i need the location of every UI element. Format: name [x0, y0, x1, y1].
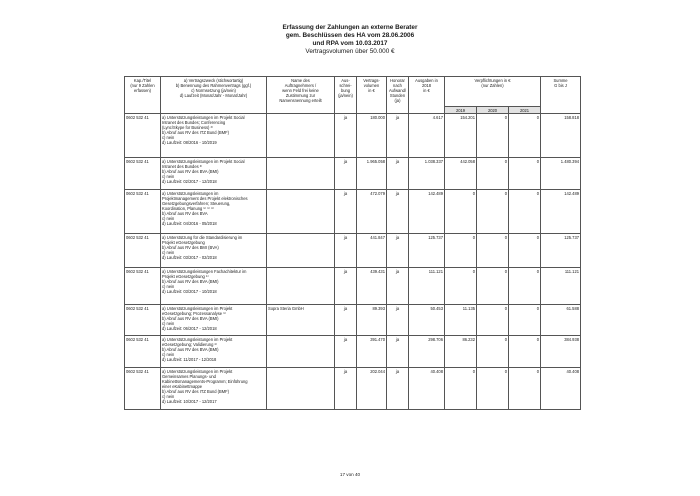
cell-verpflichtung-2019: 0: [445, 234, 477, 268]
zweck-line: a) Unterstützung für die Standardisierung im: [162, 234, 243, 240]
zweck-line: a) Unterstützungsleistungen im Projekt: [162, 305, 233, 311]
zweck-line: b) Abruf aus RV des ITZ Bund (BMF): [162, 129, 230, 135]
cell-kap-titel: 0602 532 41: [125, 368, 161, 410]
header-summe: Summe G bis J: [541, 77, 581, 114]
cell-verpflichtung-2020: 0: [477, 268, 509, 305]
cell-auftragnehmer: [267, 368, 335, 410]
cell-verpflichtung-2021: 0: [509, 114, 541, 158]
zweck-line: eGesetzgebung; Validierung ⁶⁾: [162, 341, 218, 347]
cell-ausschreibung: ja: [335, 368, 357, 410]
zweck-line: a) Unterstützungsleistungen im Projekt: [162, 336, 233, 342]
cell-verpflichtung-2021: 0: [509, 190, 541, 234]
cell-kap-titel: 0602 532 41: [125, 114, 161, 158]
table-row: [125, 368, 581, 410]
cell-vertragsvolumen: 202.044: [357, 368, 387, 410]
zweck-line: Koordination, Planung ⁵⁾ ⁶⁾ ⁸⁾: [162, 205, 214, 211]
zweck-line: b) Abruf aus RV des ITZ Bund (BMF): [162, 388, 230, 394]
header-auftragnehmer: Name des Auftragnehmers / wenn Feld frei keine Zustimmung zur Namensnennung erteilt: [267, 77, 335, 114]
cell-summe: 111.121: [541, 268, 581, 305]
cell-ausgaben-2018: 125.737: [409, 234, 445, 268]
cell-vertragszweck: [161, 234, 267, 268]
zweck-line: b) Abruf aus RV des BVA (BMI): [162, 315, 219, 321]
cell-vertragszweck: [161, 190, 267, 234]
header-honorar: Honorar nach Aufwand/ Stunden (ja): [387, 77, 409, 114]
cell-kap-titel: 0602 532 41: [125, 305, 161, 336]
cell-verpflichtung-2020: 0: [477, 368, 509, 410]
cell-honorar: ja: [387, 234, 409, 268]
zweck-line: Projektmanagement des Projekt elektronisches: [162, 195, 248, 201]
cell-vertragsvolumen: 180.000: [357, 114, 387, 158]
cell-ausgaben-2018: 1.038.337: [409, 158, 445, 190]
zweck-line: Kabinettsmanagements-Programm; Einführung: [162, 378, 248, 384]
table-row: [125, 268, 581, 305]
zweck-line: Projekt eGesetzgebung ⁵⁾: [162, 273, 209, 279]
cell-vertragszweck: [161, 114, 267, 158]
cell-vertragsvolumen: 1.965.058: [357, 158, 387, 190]
zweck-line: b) Abruf aus RV des BVA (BMI): [162, 346, 219, 352]
cell-verpflichtung-2021: 0: [509, 336, 541, 368]
zweck-line: Gesetzgebungsverfahren; Steuerung,: [162, 200, 231, 206]
cell-vertragszweck: [161, 336, 267, 368]
zweck-line: b) Abruf aus RV des BVA (BMI): [162, 278, 219, 284]
cell-verpflichtung-2019: 0: [445, 368, 477, 410]
header-year-2021: 2021: [509, 107, 541, 114]
cell-verpflichtung-2020: 0: [477, 234, 509, 268]
cell-verpflichtung-2021: 0: [509, 268, 541, 305]
cell-verpflichtung-2019: 442.058: [445, 158, 477, 190]
title-line-4: Vertragsvolumen über 50.000 €: [305, 48, 395, 55]
cell-vertragsvolumen: 391.470: [357, 336, 387, 368]
zweck-line: Projekt eGesetzgebung: [162, 239, 205, 245]
cell-ausschreibung: ja: [335, 234, 357, 268]
cell-ausschreibung: ja: [335, 268, 357, 305]
cell-ausgaben-2018: 40.408: [409, 368, 445, 410]
cell-auftragnehmer: [267, 190, 335, 234]
zweck-line: a) Unterstützungsleistungen im Projekt: [162, 368, 233, 374]
cell-ausschreibung: ja: [335, 305, 357, 336]
zweck-line: einer eKabinettmappe: [162, 383, 203, 389]
header-kap-titel: Kap./Titel (nur 9 Zahlen erfassen): [125, 77, 161, 114]
cell-ausschreibung: ja: [335, 336, 357, 368]
header-ausgaben: Ausgaben in 2018 in €: [409, 77, 445, 114]
cell-auftragnehmer: [267, 114, 335, 158]
title-line-3: und RPA vom 10.03.2017: [312, 40, 388, 47]
cell-vertragsvolumen: 472.079: [357, 190, 387, 234]
cell-kap-titel: 0602 532 41: [125, 234, 161, 268]
zweck-line: d) Laufzeit: 02/2017 - 12/2018: [162, 178, 217, 184]
cell-kap-titel: 0602 532 41: [125, 190, 161, 234]
header-verpflichtungen: Verpflichtungen in € (nur Zahlen): [445, 77, 541, 107]
zweck-line: c) nein: [162, 249, 175, 255]
document-title: [0, 24, 700, 56]
cell-honorar: ja: [387, 158, 409, 190]
cell-verpflichtung-2020: 0: [477, 336, 509, 368]
header-vertragszweck: a) Vertragszweck (stichwortartig) b) Benennung des Rahmenvertrags (ggf.) c) Normsetzung (ja/nein) d) Laufzeit (Monat/Jahr - Monat/Jahr): [161, 77, 267, 114]
zweck-line: d) Laufzeit: 04/2016 - 05/2018: [162, 220, 217, 226]
zweck-line: c) nein: [162, 134, 175, 140]
cell-verpflichtung-2019: 0: [445, 268, 477, 305]
zweck-line: d) Laufzeit: 10/2017 - 12/2017: [162, 398, 217, 404]
cell-verpflichtung-2020: 0: [477, 158, 509, 190]
cell-summe: 158.818: [541, 114, 581, 158]
cell-kap-titel: 0602 532 41: [125, 158, 161, 190]
cell-ausschreibung: ja: [335, 158, 357, 190]
cell-honorar: ja: [387, 268, 409, 305]
zweck-line: (Lync/Skype for Business) ³⁾: [162, 124, 213, 130]
cell-vertragsvolumen: 89.393: [357, 305, 387, 336]
title-line-1: Erfassung der Zahlungen an externe Berater: [282, 24, 418, 31]
zweck-line: eGesetzgebung; Prozessanalyse ⁶⁾: [162, 310, 226, 316]
cell-verpflichtung-2019: 0: [445, 190, 477, 234]
cell-auftragnehmer: [267, 268, 335, 305]
table-row: [125, 190, 581, 234]
cell-vertragszweck: [161, 305, 267, 336]
cell-verpflichtung-2019: 11.135: [445, 305, 477, 336]
header-year-2020: 2020: [477, 107, 509, 114]
cell-summe: 125.737: [541, 234, 581, 268]
cell-vertragszweck: [161, 158, 267, 190]
zweck-line: c) nein: [162, 283, 175, 289]
cell-vertragszweck: [161, 368, 267, 410]
zweck-line: d) Laufzeit: 03/2017 - 02/2018: [162, 254, 217, 260]
cell-verpflichtung-2020: 0: [477, 190, 509, 234]
cell-summe: 384.938: [541, 336, 581, 368]
cell-honorar: ja: [387, 368, 409, 410]
cell-verpflichtung-2021: 0: [509, 158, 541, 190]
cell-ausgaben-2018: 142.489: [409, 190, 445, 234]
zweck-line: d) Laufzeit: 11/2017 - 12/2018: [162, 356, 217, 362]
cell-honorar: ja: [387, 114, 409, 158]
zweck-line: d) Laufzeit: 08/2016 - 10/2019: [162, 139, 217, 145]
cell-auftragnehmer: [267, 234, 335, 268]
cell-verpflichtung-2021: 0: [509, 368, 541, 410]
title-line-2: gem. Beschlüssen des HA vom 28.06.2006: [285, 32, 415, 39]
zweck-line: a) Unterstützungsleistungen im: [162, 190, 219, 196]
cell-honorar: ja: [387, 336, 409, 368]
zweck-line: Gemeinsames Planungs- und: [162, 373, 216, 379]
cell-kap-titel: 0602 532 41: [125, 336, 161, 368]
zweck-line: d) Laufzeit: 03/2017 - 10/2018: [162, 288, 217, 294]
cell-vertragsvolumen: 439.431: [357, 268, 387, 305]
table-row: [125, 305, 581, 336]
zweck-line: a) Unterstützungsleistungen Fachachitektur im: [162, 268, 247, 274]
zweck-line: b) Abruf aus RV des BMI (BVA): [162, 244, 219, 250]
cell-verpflichtung-2021: 0: [509, 305, 541, 336]
header-vertragsvolumen: Vertrags- volumen in €: [357, 77, 387, 114]
cell-ausschreibung: ja: [335, 114, 357, 158]
header-ausschreibung: Aus- schrei- bung (ja/nein): [335, 77, 357, 114]
table-row: [125, 234, 581, 268]
cell-verpflichtung-2019: 154.201: [445, 114, 477, 158]
cell-verpflichtung-2019: 86.232: [445, 336, 477, 368]
zweck-line: c) nein: [162, 215, 175, 221]
cell-verpflichtung-2020: 0: [477, 305, 509, 336]
zweck-line: c) nein: [162, 393, 175, 399]
cell-ausgaben-2018: 298.706: [409, 336, 445, 368]
zweck-line: c) nein: [162, 351, 175, 357]
cell-honorar: ja: [387, 305, 409, 336]
table-row: [125, 336, 581, 368]
table-row: [125, 158, 581, 190]
cell-summe: 1.480.394: [541, 158, 581, 190]
zweck-line: a) Unterstützungsleistungen im Projekt Social: [162, 158, 245, 164]
cell-vertragszweck: [161, 268, 267, 305]
cell-ausschreibung: ja: [335, 190, 357, 234]
payments-table: [124, 76, 581, 410]
zweck-line: c) nein: [162, 173, 175, 179]
cell-summe: 142.489: [541, 190, 581, 234]
zweck-line: a) Unterstützungsleistungen im Projekt Social: [162, 114, 245, 120]
zweck-line: d) Laufzeit: 06/2017 - 12/2018: [162, 325, 217, 331]
zweck-line: b) Abruf aus RV des BVA: [162, 210, 208, 216]
zweck-line: c) nein: [162, 320, 175, 326]
cell-summe: 61.588: [541, 305, 581, 336]
cell-auftragnehmer: [267, 158, 335, 190]
cell-auftragnehmer: [267, 336, 335, 368]
zweck-line: b) Abruf aus RV des BVA (BMI): [162, 168, 219, 174]
cell-auftragnehmer: Sopra Steria GmbH: [267, 305, 335, 336]
header-year-2019: 2019: [445, 107, 477, 114]
cell-verpflichtung-2021: 0: [509, 234, 541, 268]
cell-summe: 40.408: [541, 368, 581, 410]
cell-ausgaben-2018: 111.121: [409, 268, 445, 305]
page-number: 17 von 40: [339, 472, 361, 477]
cell-ausgaben-2018: 50.453: [409, 305, 445, 336]
cell-ausgaben-2018: 4.617: [409, 114, 445, 158]
cell-kap-titel: 0602 532 41: [125, 268, 161, 305]
cell-honorar: ja: [387, 190, 409, 234]
zweck-line: Intranet des Bundes; Conferencing: [162, 119, 226, 125]
cell-verpflichtung-2020: 0: [477, 114, 509, 158]
cell-vertragsvolumen: 441.847: [357, 234, 387, 268]
zweck-line: Intranet des Bundes ³⁾: [162, 163, 203, 169]
table-row: [125, 114, 581, 158]
